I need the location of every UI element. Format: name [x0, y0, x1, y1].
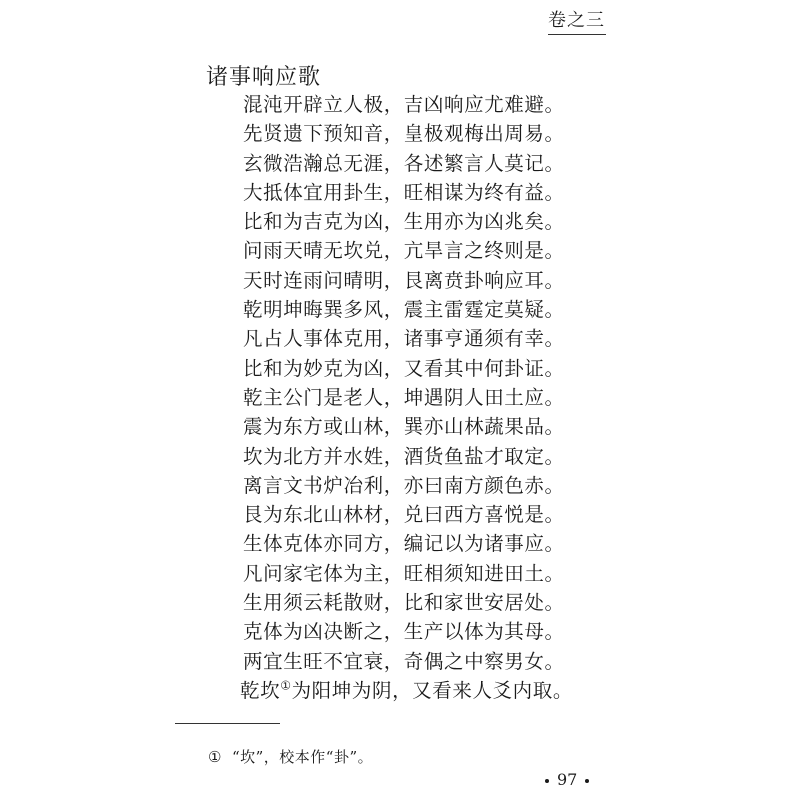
poem-line: 比和为妙克为凶，又看其中何卦证。 [243, 356, 565, 380]
poem-line: 离言文书炉冶利，亦曰南方颜色赤。 [243, 473, 565, 497]
page-number-dot-left [545, 779, 549, 783]
poem-line: 乾明坤晦巽多风，震主雷霆定莫疑。 [243, 298, 565, 322]
footnote-mark: ① [208, 748, 222, 766]
poem-line-last [240, 676, 573, 705]
poem-line: 生用须云耗散财，比和家世安居处。 [243, 591, 565, 615]
footnote-reference[interactable]: ① [280, 678, 292, 693]
page-number [537, 770, 597, 789]
running-head-text: 卷之三 [548, 10, 605, 31]
poem-line: 两宜生旺不宜衰，奇偶之中察男女。 [243, 649, 565, 673]
section-title: 诸事响应歌 [206, 65, 322, 90]
poem-line: 克体为凶决断之，生产以体为其母。 [243, 620, 565, 644]
poem-line: 比和为吉克为凶，生用亦为凶兆矣。 [243, 210, 565, 234]
poem-line: 问雨天晴无坎兑，亢旱言之终则是。 [243, 239, 565, 263]
footnote-divider [175, 723, 280, 724]
poem-line: 大抵体宜用卦生，旺相谋为终有益。 [243, 180, 565, 204]
poem-line: 玄微浩瀚总无涯，各述繁言人莫记。 [243, 151, 565, 175]
footnote-text: “坎”，校本作“卦”。 [231, 748, 374, 766]
running-head [548, 4, 606, 35]
poem-body [240, 90, 573, 705]
poem-line: 艮为东北山林材，兑曰西方喜悦是。 [243, 503, 565, 527]
poem-line: 天时连雨问晴明，艮离贲卦响应耳。 [243, 268, 565, 292]
poem-line: 混沌开辟立人极，吉凶响应尤难避。 [243, 93, 565, 116]
poem-line: 凡问家宅体为主，旺相须知进田土。 [243, 561, 565, 585]
page-number-dot-right [585, 779, 589, 783]
poem-line-last-start: 乾坎 [240, 678, 281, 702]
poem-line: 先贤遗下预知音，皇极观梅出周易。 [243, 122, 565, 146]
poem-line: 生体克体亦同方，编记以为诸事应。 [243, 532, 565, 556]
poem-line: 震为东方或山林，巽亦山林蔬果品。 [243, 415, 565, 439]
poem-line: 乾主公门是老人，坤遇阴人田土应。 [243, 385, 565, 409]
poem-line: 凡占人事体克用，诸事亨通须有幸。 [243, 327, 565, 351]
poem-line-last-end: 为阳坤为阴，又看来人爻内取。 [291, 678, 573, 702]
poem-line: 坎为北方并水姓，酒货鱼盐才取定。 [243, 444, 565, 468]
page-number-value: 97 [557, 770, 578, 789]
footnote [208, 746, 373, 767]
